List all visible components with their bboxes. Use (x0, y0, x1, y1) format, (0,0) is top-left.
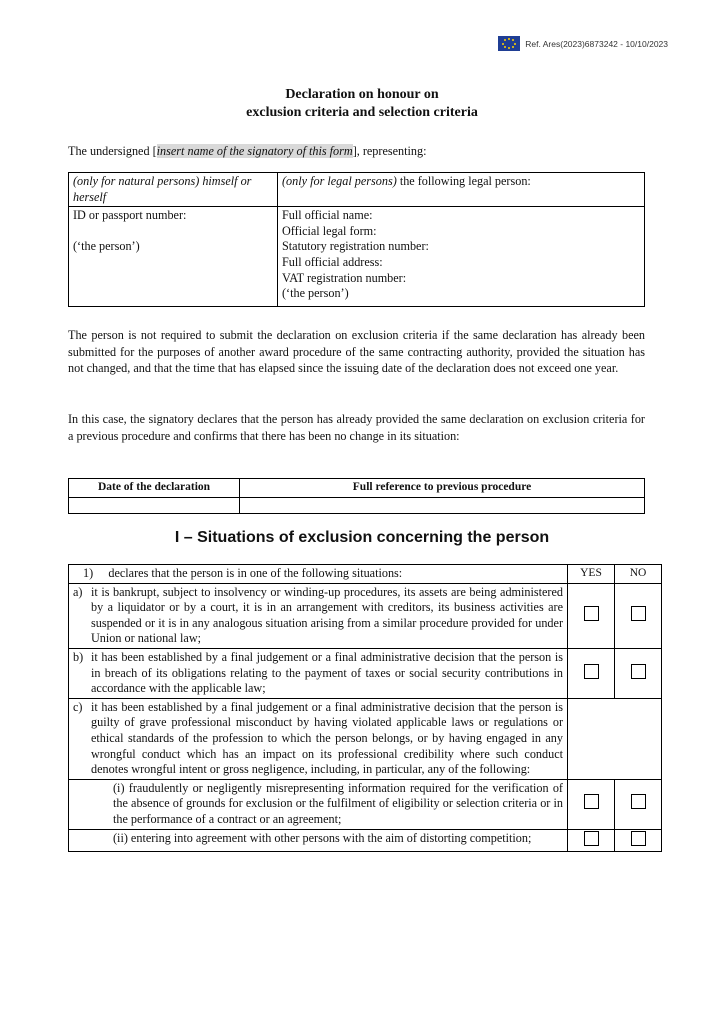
situation-c-i-yes-checkbox[interactable] (584, 794, 599, 809)
representation-table (68, 172, 645, 307)
paragraph-no-declaration-required: The person is not required to submit the declaration on exclusion criteria if the same declaration has already been submitted for the purposes of another award procedure of the same contracting authority, provided the situation has not changed, and that the time that has elapsed since the issuing date of the declaration does not exceed one year. (68, 328, 645, 376)
row-letter: b) (73, 649, 84, 664)
undersigned-line (68, 143, 645, 160)
situation-c-i-text: (i) fraudulently or negligently misrepresenting information required for the verification of the absence of grounds for exclusion or the fulfilment of eligibility or selection criteria or in the performance of a contract or an agreement; (69, 779, 568, 829)
legal-form-field[interactable]: Official legal form: (282, 223, 377, 238)
legal-person-label: (‘the person’) (282, 286, 349, 301)
situation-c-text: it has been established by a final judgement or a final administrative decision that the person is guilty of grave professional misconduct by having violated applicable laws or regulations or ethical standards of the profession to which the person belongs, or by having engaged in any wrongful conduct which has an impact on its professional credibility where such conduct denotes wrongful intent or gross negligence, including, in particular, any of the following: (91, 699, 563, 777)
legal-persons-header (278, 173, 645, 207)
exclusion-situations-table (68, 564, 662, 852)
table-row (69, 583, 662, 648)
undersigned-prefix: The undersigned [ (68, 144, 157, 158)
reference-text: Ref. Ares(2023)6873242 - 10/10/2023 (525, 38, 668, 49)
table-row (69, 779, 662, 829)
title-line-2: exclusion criteria and selection criteria (246, 105, 478, 120)
official-address-field[interactable]: Full official address: (282, 254, 383, 269)
natural-person-label: (‘the person’) (73, 239, 140, 254)
document-title (0, 86, 724, 122)
situation-c-ii-no-checkbox[interactable] (631, 831, 646, 846)
date-of-declaration-header: Date of the declaration (69, 479, 240, 498)
official-name-field[interactable]: Full official name: (282, 208, 373, 223)
natural-spacer (73, 224, 273, 240)
signatory-name-field[interactable]: insert name of the signatory of this form (156, 144, 353, 158)
situation-a-no-checkbox[interactable] (631, 606, 646, 621)
legal-persons-qualifier: (only for legal persons) (282, 174, 397, 188)
vat-number-field[interactable]: VAT registration number: (282, 270, 407, 285)
table-row (69, 648, 662, 698)
situation-a-yes-checkbox[interactable] (584, 606, 599, 621)
situation-a-text: it is bankrupt, subject to insolvency or winding-up procedures, its assets are being administered by a liquidator or by a court, it is in an arrangement with creditors, its business activities are suspended or it is in any analogous situation arising from a similar procedure provided for under Union or national law; (91, 584, 563, 646)
section-title: I – Situations of exclusion concerning the person (174, 529, 550, 546)
previous-procedure-header: Full reference to previous procedure (240, 479, 645, 498)
declaration-header: 1) declares that the person is in one of the following situations: (69, 565, 568, 584)
situation-b-text: it has been established by a final judgement or a final administrative decision that the person is in breach of its obligations relating to the payment of taxes or social security contributions in accordance with the applicable law; (91, 649, 563, 696)
eu-flag-icon (498, 36, 520, 51)
no-column-header: NO (615, 565, 662, 584)
row-letter: a) (73, 584, 83, 599)
table-row (69, 829, 662, 852)
situation-c-ii-text: (ii) entering into agreement with other persons with the aim of distorting competition; (69, 829, 568, 852)
situation-c-i-no-checkbox[interactable] (631, 794, 646, 809)
previous-procedure-table (68, 478, 645, 514)
table-row (69, 698, 662, 779)
natural-person-fields[interactable] (69, 207, 278, 307)
legal-person-fields[interactable] (278, 207, 645, 307)
id-passport-field[interactable]: ID or passport number: (73, 208, 187, 223)
legal-persons-header-text: the following legal person: (396, 174, 531, 188)
situation-b-no-checkbox[interactable] (631, 664, 646, 679)
situation-c-ii-yes-checkbox[interactable] (584, 831, 599, 846)
undersigned-suffix: ], representing: (352, 144, 427, 158)
registration-number-field[interactable]: Statutory registration number: (282, 239, 429, 254)
title-line-1: Declaration on honour on (285, 87, 439, 102)
date-of-declaration-cell[interactable] (69, 497, 240, 513)
row-letter: c) (73, 699, 83, 714)
yes-column-header: YES (568, 565, 615, 584)
previous-procedure-cell[interactable] (240, 497, 645, 513)
document-reference (498, 36, 668, 51)
situation-b-yes-checkbox[interactable] (584, 664, 599, 679)
natural-persons-header: (only for natural persons) himself or herself (69, 173, 278, 207)
paragraph-previous-declaration: In this case, the signatory declares that the person has already provided the same declaration on exclusion criteria for a previous procedure and confirms that there has been no change in its situation: (68, 412, 645, 443)
